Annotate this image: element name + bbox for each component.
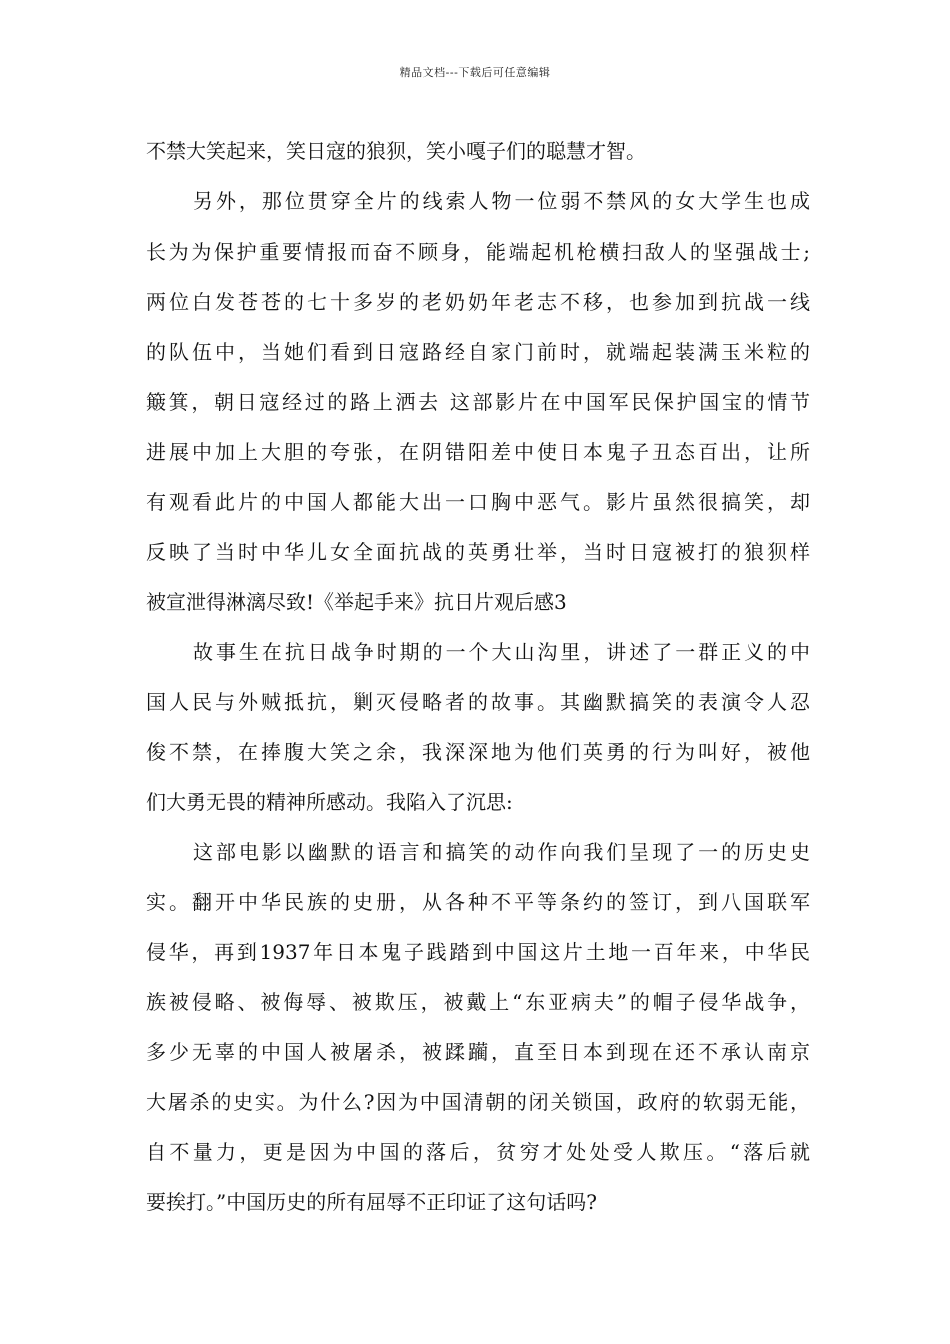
text-line: 的队伍中，当她们看到日寇路经自家门前时，就端起装满玉米粒的 bbox=[146, 340, 810, 364]
paragraph-first-line: 另外，那位贯穿全片的线索人物一位弱不禁风的女大学生也成 bbox=[193, 189, 810, 213]
paragraph-first-line: 这部电影以幽默的语言和搞笑的动作向我们呈现了一的历史史 bbox=[193, 840, 810, 864]
text-line: 长为为保护重要情报而奋不顾身，能端起机枪横扫敌人的坚强战士; bbox=[146, 240, 810, 264]
text-line: 国人民与外贼抵抗，剿灭侵略者的故事。其幽默搞笑的表演令人忍 bbox=[146, 690, 810, 714]
text-line: 族被侵略、被侮辱、被欺压，被戴上“东亚病夫”的帽子侵华战争， bbox=[146, 990, 810, 1014]
text-line: 进展中加上大胆的夸张，在阴错阳差中使日本鬼子丑态百出，让所 bbox=[146, 440, 810, 464]
text-line: 簸箕，朝日寇经过的路上洒去 这部影片在中国军民保护国宝的情节 bbox=[146, 390, 810, 414]
text-line: 们大勇无畏的精神所感动。我陷入了沉思: bbox=[146, 790, 513, 814]
text-line: 不禁大笑起来，笑日寇的狼狈，笑小嘎子们的聪慧才智。 bbox=[146, 139, 646, 163]
text-line: 两位白发苍苍的七十多岁的老奶奶年老志不移，也参加到抗战一线 bbox=[146, 290, 810, 314]
text-line: 被宣泄得淋漓尽致!《举起手来》抗日片观后感3 bbox=[146, 590, 567, 614]
text-line: 大屠杀的史实。为什么?因为中国清朝的闭关锁国，政府的软弱无能， bbox=[146, 1090, 810, 1114]
text-line: 实。翻开中华民族的史册，从各种不平等条约的签订，到八国联军 bbox=[146, 890, 810, 914]
text-line: 要挨打。”中国历史的所有屈辱不正印证了这句话吗? bbox=[146, 1190, 597, 1214]
text-line: 自不量力，更是因为中国的落后，贫穷才处处受人欺压。“落后就 bbox=[146, 1140, 810, 1164]
text-line: 多少无辜的中国人被屠杀，被蹂躏，直至日本到现在还不承认南京 bbox=[146, 1040, 810, 1064]
page-header: 精品文档---下载后可任意编辑 bbox=[399, 66, 551, 79]
paragraph-first-line: 故事生在抗日战争时期的一个大山沟里，讲述了一群正义的中 bbox=[193, 640, 810, 664]
text-line: 俊不禁，在捧腹大笑之余，我深深地为他们英勇的行为叫好，被他 bbox=[146, 740, 810, 764]
text-line: 反映了当时中华儿女全面抗战的英勇壮举，当时日寇被打的狼狈样 bbox=[146, 540, 810, 564]
text-line: 有观看此片的中国人都能大出一口胸中恶气。影片虽然很搞笑，却 bbox=[146, 490, 810, 514]
text-line: 侵华，再到1937年日本鬼子践踏到中国这片土地一百年来，中华民 bbox=[146, 940, 810, 964]
